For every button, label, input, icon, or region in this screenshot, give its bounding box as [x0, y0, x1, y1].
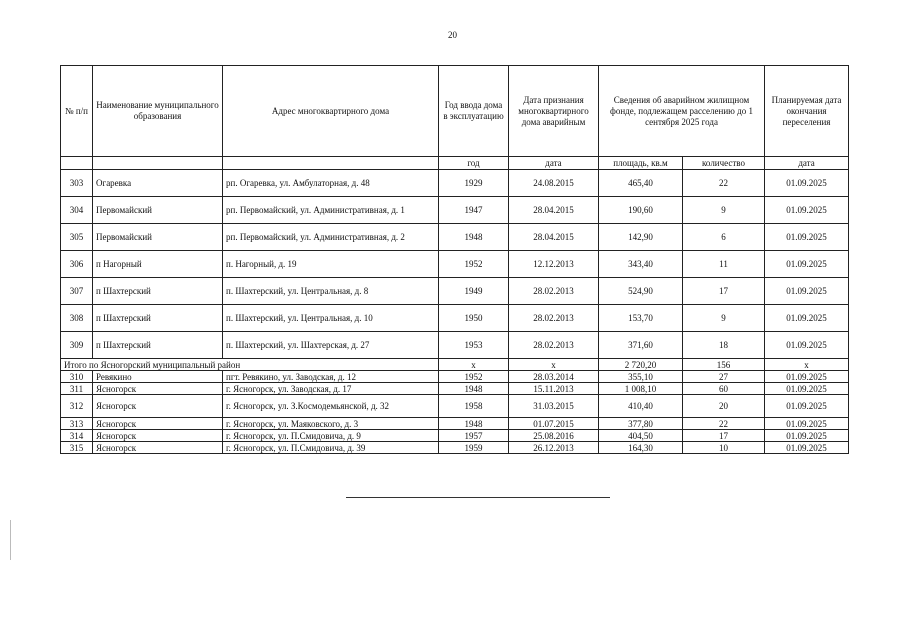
- cell-date: 15.11.2013: [509, 383, 599, 395]
- cell-date: 28.04.2015: [509, 197, 599, 224]
- cell-area: 371,60: [599, 332, 683, 359]
- header-year: Год ввода дома в эксплуатацию: [439, 66, 509, 157]
- cell-date: 31.03.2015: [509, 395, 599, 418]
- table-row: [61, 305, 849, 332]
- cell-count: 9: [683, 305, 765, 332]
- unit-year: год: [439, 157, 509, 170]
- cell-date: 28.02.2013: [509, 278, 599, 305]
- cell-date: 25.08.2016: [509, 430, 599, 442]
- header-address: Адрес многоквартирного дома: [223, 66, 439, 157]
- cell-count: 22: [683, 170, 765, 197]
- cell-municipality: Ревякино: [93, 371, 223, 383]
- cell-planned: 01.09.2025: [765, 251, 849, 278]
- cell-address: г. Ясногорск, ул. П.Смидовича, д. 39: [223, 442, 439, 454]
- total-label: Итого по Ясногорский муниципальный район: [61, 359, 439, 371]
- cell-count: 17: [683, 278, 765, 305]
- cell-planned: 01.09.2025: [765, 371, 849, 383]
- cell-num: 303: [61, 170, 93, 197]
- cell-num: 304: [61, 197, 93, 224]
- cell-area: 190,60: [599, 197, 683, 224]
- table-row: [61, 170, 849, 197]
- cell-count: 6: [683, 224, 765, 251]
- cell-address: рп. Первомайский, ул. Административная, д. 2: [223, 224, 439, 251]
- cell-address: п. Шахтерский, ул. Шахтерская, д. 27: [223, 332, 439, 359]
- total-year: х: [439, 359, 509, 371]
- table-row: [61, 332, 849, 359]
- cell-date: 01.07.2015: [509, 418, 599, 430]
- cell-num: 306: [61, 251, 93, 278]
- cell-count: 22: [683, 418, 765, 430]
- header-fund-info: Сведения об аварийном жилищном фонде, подлежащем расселению до 1 сентября 2025 года: [599, 66, 765, 157]
- cell-year: 1953: [439, 332, 509, 359]
- cell-year: 1958: [439, 395, 509, 418]
- cell-date: 24.08.2015: [509, 170, 599, 197]
- cell-year: 1949: [439, 278, 509, 305]
- cell-count: 20: [683, 395, 765, 418]
- cell-num: 314: [61, 430, 93, 442]
- cell-num: 311: [61, 383, 93, 395]
- cell-municipality: Первомайский: [93, 197, 223, 224]
- cell-area: 377,80: [599, 418, 683, 430]
- table-row: [61, 395, 849, 418]
- cell-planned: 01.09.2025: [765, 332, 849, 359]
- cell-area: 410,40: [599, 395, 683, 418]
- cell-year: 1957: [439, 430, 509, 442]
- table-row: [61, 371, 849, 383]
- cell-area: 1 008,10: [599, 383, 683, 395]
- cell-area: 164,30: [599, 442, 683, 454]
- cell-num: 315: [61, 442, 93, 454]
- cell-year: 1948: [439, 418, 509, 430]
- cell-year: 1952: [439, 371, 509, 383]
- cell-planned: 01.09.2025: [765, 224, 849, 251]
- table-row: [61, 430, 849, 442]
- cell-address: рп. Огаревка, ул. Амбулаторная, д. 48: [223, 170, 439, 197]
- cell-area: 153,70: [599, 305, 683, 332]
- cell-num: 305: [61, 224, 93, 251]
- cell-year: 1952: [439, 251, 509, 278]
- cell-planned: 01.09.2025: [765, 197, 849, 224]
- cell-municipality: Огаревка: [93, 170, 223, 197]
- cell-address: г. Ясногорск, ул. Заводская, д. 17: [223, 383, 439, 395]
- cell-area: 142,90: [599, 224, 683, 251]
- table-row: [61, 442, 849, 454]
- table-row: [61, 251, 849, 278]
- header-recognition-date: Дата признания многоквартирного дома аварийным: [509, 66, 599, 157]
- cell-year: 1947: [439, 197, 509, 224]
- header-municipality: Наименование муниципального образования: [93, 66, 223, 157]
- cell-address: г. Ясногорск, ул. З.Космодемьянской, д. 32: [223, 395, 439, 418]
- cell-municipality: Ясногорск: [93, 442, 223, 454]
- cell-municipality: Ясногорск: [93, 395, 223, 418]
- total-planned: х: [765, 359, 849, 371]
- cell-count: 17: [683, 430, 765, 442]
- table-row: [61, 197, 849, 224]
- cell-planned: 01.09.2025: [765, 430, 849, 442]
- cell-date: 28.04.2015: [509, 224, 599, 251]
- header-num: № п/п: [61, 66, 93, 157]
- cell-planned: 01.09.2025: [765, 442, 849, 454]
- cell-num: 309: [61, 332, 93, 359]
- cell-planned: 01.09.2025: [765, 305, 849, 332]
- housing-table: [60, 65, 849, 454]
- cell-count: 27: [683, 371, 765, 383]
- cell-municipality: Ясногорск: [93, 430, 223, 442]
- cell-date: 28.02.2013: [509, 332, 599, 359]
- cell-year: 1929: [439, 170, 509, 197]
- cell-year: 1948: [439, 383, 509, 395]
- cell-area: 465,40: [599, 170, 683, 197]
- cell-area: 355,10: [599, 371, 683, 383]
- cell-area: 524,90: [599, 278, 683, 305]
- unit-date: дата: [509, 157, 599, 170]
- unit-area: площадь, кв.м: [599, 157, 683, 170]
- cell-count: 10: [683, 442, 765, 454]
- cell-planned: 01.09.2025: [765, 170, 849, 197]
- cell-address: рп. Первомайский, ул. Административная, д. 1: [223, 197, 439, 224]
- cell-municipality: Первомайский: [93, 224, 223, 251]
- cell-address: пгт. Ревякино, ул. Заводская, д. 12: [223, 371, 439, 383]
- table-row: [61, 278, 849, 305]
- total-date: х: [509, 359, 599, 371]
- cell-date: 28.03.2014: [509, 371, 599, 383]
- cell-area: 404,50: [599, 430, 683, 442]
- table-row: [61, 383, 849, 395]
- total-row: [61, 359, 849, 371]
- header-planned-date: Планируемая дата окончания переселения: [765, 66, 849, 157]
- cell-count: 9: [683, 197, 765, 224]
- table-row: [61, 224, 849, 251]
- total-count: 156: [683, 359, 765, 371]
- page-number: 20: [448, 30, 457, 40]
- cell-address: п. Шахтерский, ул. Центральная, д. 10: [223, 305, 439, 332]
- header-row: [61, 66, 849, 157]
- cell-count: 60: [683, 383, 765, 395]
- cell-num: 307: [61, 278, 93, 305]
- cell-area: 343,40: [599, 251, 683, 278]
- total-area: 2 720,20: [599, 359, 683, 371]
- cell-municipality: п Шахтерский: [93, 305, 223, 332]
- cell-date: 26.12.2013: [509, 442, 599, 454]
- cell-planned: 01.09.2025: [765, 395, 849, 418]
- cell-year: 1959: [439, 442, 509, 454]
- cell-address: г. Ясногорск, ул. П.Смидовича, д. 9: [223, 430, 439, 442]
- cell-num: 312: [61, 395, 93, 418]
- cell-municipality: п Шахтерский: [93, 332, 223, 359]
- cell-num: 308: [61, 305, 93, 332]
- table-row: [61, 418, 849, 430]
- cell-address: п. Шахтерский, ул. Центральная, д. 8: [223, 278, 439, 305]
- cell-date: 28.02.2013: [509, 305, 599, 332]
- cell-municipality: Ясногорск: [93, 418, 223, 430]
- cell-num: 313: [61, 418, 93, 430]
- unit-planned: дата: [765, 157, 849, 170]
- cell-date: 12.12.2013: [509, 251, 599, 278]
- cell-municipality: п Шахтерский: [93, 278, 223, 305]
- units-row: [61, 157, 849, 170]
- cell-year: 1950: [439, 305, 509, 332]
- cell-planned: 01.09.2025: [765, 383, 849, 395]
- cell-count: 18: [683, 332, 765, 359]
- cell-planned: 01.09.2025: [765, 418, 849, 430]
- cell-municipality: Ясногорск: [93, 383, 223, 395]
- cell-municipality: п Нагорный: [93, 251, 223, 278]
- cell-address: г. Ясногорск, ул. Маяковского, д. 3: [223, 418, 439, 430]
- cell-planned: 01.09.2025: [765, 278, 849, 305]
- bottom-divider: [346, 497, 610, 498]
- cell-year: 1948: [439, 224, 509, 251]
- cell-count: 11: [683, 251, 765, 278]
- margin-mark: [10, 520, 11, 560]
- cell-num: 310: [61, 371, 93, 383]
- unit-count: количество: [683, 157, 765, 170]
- cell-address: п. Нагорный, д. 19: [223, 251, 439, 278]
